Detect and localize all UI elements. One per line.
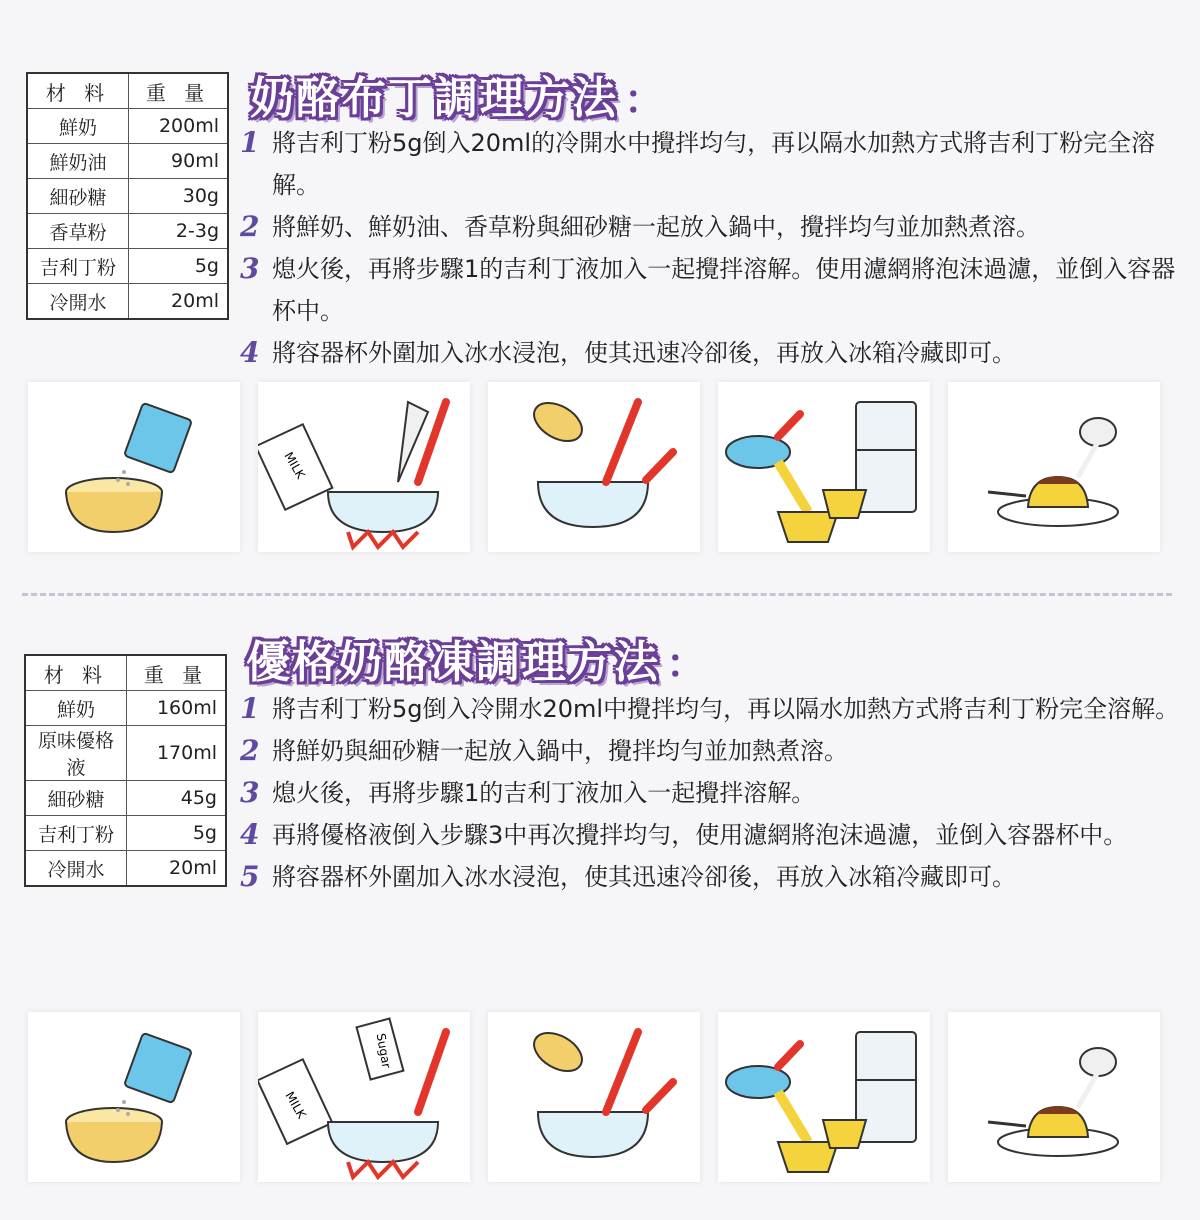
pudding-plate-icon <box>948 1012 1160 1182</box>
illustration-row <box>28 1012 1160 1182</box>
step-text: 將吉利丁粉5g倒入20ml的冷開水中攪拌均勻，再以隔水加熱方式將吉利丁粉完全溶解。 <box>272 129 1156 199</box>
table-row <box>25 781 226 816</box>
step-number: 2 <box>240 210 260 243</box>
step-text: 將鮮奶與細砂糖一起放入鍋中，攪拌均勻並加熱煮溶。 <box>272 737 848 765</box>
ingredient-amount: 20ml <box>129 284 229 320</box>
ingredient-amount: 160ml <box>127 691 227 726</box>
step-item <box>240 856 1190 898</box>
table-row <box>27 179 228 214</box>
ingredient-name: 原味優格液 <box>25 726 127 781</box>
section-title <box>246 626 708 690</box>
whisk-mix-icon <box>488 1012 700 1182</box>
ingredient-amount: 200ml <box>129 109 229 144</box>
title-colon: ： <box>666 641 708 687</box>
step-number: 1 <box>240 126 260 159</box>
step-text: 再將優格液倒入步驟3中再次攪拌均勻，使用濾網將泡沫過濾，並倒入容器杯中。 <box>272 821 1128 849</box>
table-row <box>27 249 228 284</box>
whisk-mix-icon <box>488 382 700 552</box>
recipe-section-yogurt <box>0 600 1200 1220</box>
step-text: 將容器杯外圍加入冰水浸泡，使其迅速冷卻後，再放入冰箱冷藏即可。 <box>272 863 1016 891</box>
step-number: 4 <box>240 818 260 851</box>
gelatin-bowl-icon <box>28 382 240 552</box>
step-item <box>240 730 1190 772</box>
step-item <box>240 122 1190 206</box>
step-number: 3 <box>240 252 260 285</box>
table-row <box>27 109 228 144</box>
step-number: 5 <box>240 860 260 893</box>
ingredient-name: 鮮奶 <box>27 109 129 144</box>
ingredient-name: 鮮奶 <box>25 691 127 726</box>
table-header-weight: 重 量 <box>127 655 227 691</box>
step-item <box>240 206 1190 248</box>
step-number: 3 <box>240 776 260 809</box>
step-item <box>240 688 1190 730</box>
ingredient-amount: 30g <box>129 179 229 214</box>
step-list <box>240 122 1190 374</box>
step-list <box>240 688 1190 898</box>
ingredient-table <box>24 654 227 887</box>
step-item <box>240 814 1190 856</box>
step-text: 熄火後，再將步驟1的吉利丁液加入一起攪拌溶解。使用濾網將泡沫過濾，並倒入容器杯中。 <box>272 255 1176 325</box>
table-row <box>27 144 228 179</box>
table-header-material: 材 料 <box>25 655 127 691</box>
table-row <box>25 726 226 781</box>
table-row <box>27 284 228 320</box>
ingredient-amount: 20ml <box>127 851 227 887</box>
pour-cups-fridge-icon <box>718 382 930 552</box>
step-text: 將容器杯外圍加入冰水浸泡，使其迅速冷卻後，再放入冰箱冷藏即可。 <box>272 339 1016 367</box>
section-title-text: 奶酪布丁調理方法 <box>250 73 618 124</box>
ingredient-name: 冷開水 <box>25 851 127 887</box>
sugar-label: Sugar <box>373 1032 394 1070</box>
table-header-material: 材 料 <box>27 73 129 109</box>
milk-label: MILK <box>282 1089 309 1121</box>
step-item <box>240 332 1190 374</box>
ingredient-amount: 2-3g <box>129 214 229 249</box>
milk-label: MILK <box>281 449 308 482</box>
recipe-section-pudding <box>0 0 1200 590</box>
gelatin-bowl-icon <box>28 1012 240 1182</box>
table-row <box>25 691 226 726</box>
section-divider <box>22 593 1172 596</box>
ingredient-amount: 170ml <box>127 726 227 781</box>
ingredient-name: 鮮奶油 <box>27 144 129 179</box>
ingredient-name: 冷開水 <box>27 284 129 320</box>
table-row <box>25 851 226 887</box>
step-text: 熄火後，再將步驟1的吉利丁液加入一起攪拌溶解。 <box>272 779 816 807</box>
step-text: 將吉利丁粉5g倒入冷開水20ml中攪拌均勻，再以隔水加熱方式將吉利丁粉完全溶解。 <box>272 695 1180 723</box>
ingredient-name: 細砂糖 <box>27 179 129 214</box>
pour-cups-fridge-icon <box>718 1012 930 1182</box>
step-number: 2 <box>240 734 260 767</box>
pudding-plate-icon <box>948 382 1160 552</box>
ingredient-amount: 5g <box>127 816 227 851</box>
ingredient-amount: 45g <box>127 781 227 816</box>
illustration-row <box>28 382 1160 552</box>
ingredient-table <box>26 72 229 320</box>
ingredient-name: 吉利丁粉 <box>27 249 129 284</box>
ingredient-name: 細砂糖 <box>25 781 127 816</box>
step-text: 將鮮奶、鮮奶油、香草粉與細砂糖一起放入鍋中，攪拌均勻並加熱煮溶。 <box>272 213 1040 241</box>
milk-sugar-pot-icon <box>258 1012 470 1182</box>
section-title <box>250 62 666 126</box>
title-colon: ： <box>624 77 666 123</box>
step-item <box>240 248 1190 332</box>
ingredient-amount: 90ml <box>129 144 229 179</box>
ingredient-amount: 5g <box>129 249 229 284</box>
ingredient-name: 吉利丁粉 <box>25 816 127 851</box>
step-item <box>240 772 1190 814</box>
milk-pot-whisk-icon <box>258 382 470 552</box>
table-row <box>25 816 226 851</box>
section-title-text: 優格奶酪凍調理方法 <box>246 637 660 688</box>
step-number: 4 <box>240 336 260 369</box>
table-row <box>27 214 228 249</box>
ingredient-name: 香草粉 <box>27 214 129 249</box>
step-number: 1 <box>240 692 260 725</box>
table-header-weight: 重 量 <box>129 73 229 109</box>
